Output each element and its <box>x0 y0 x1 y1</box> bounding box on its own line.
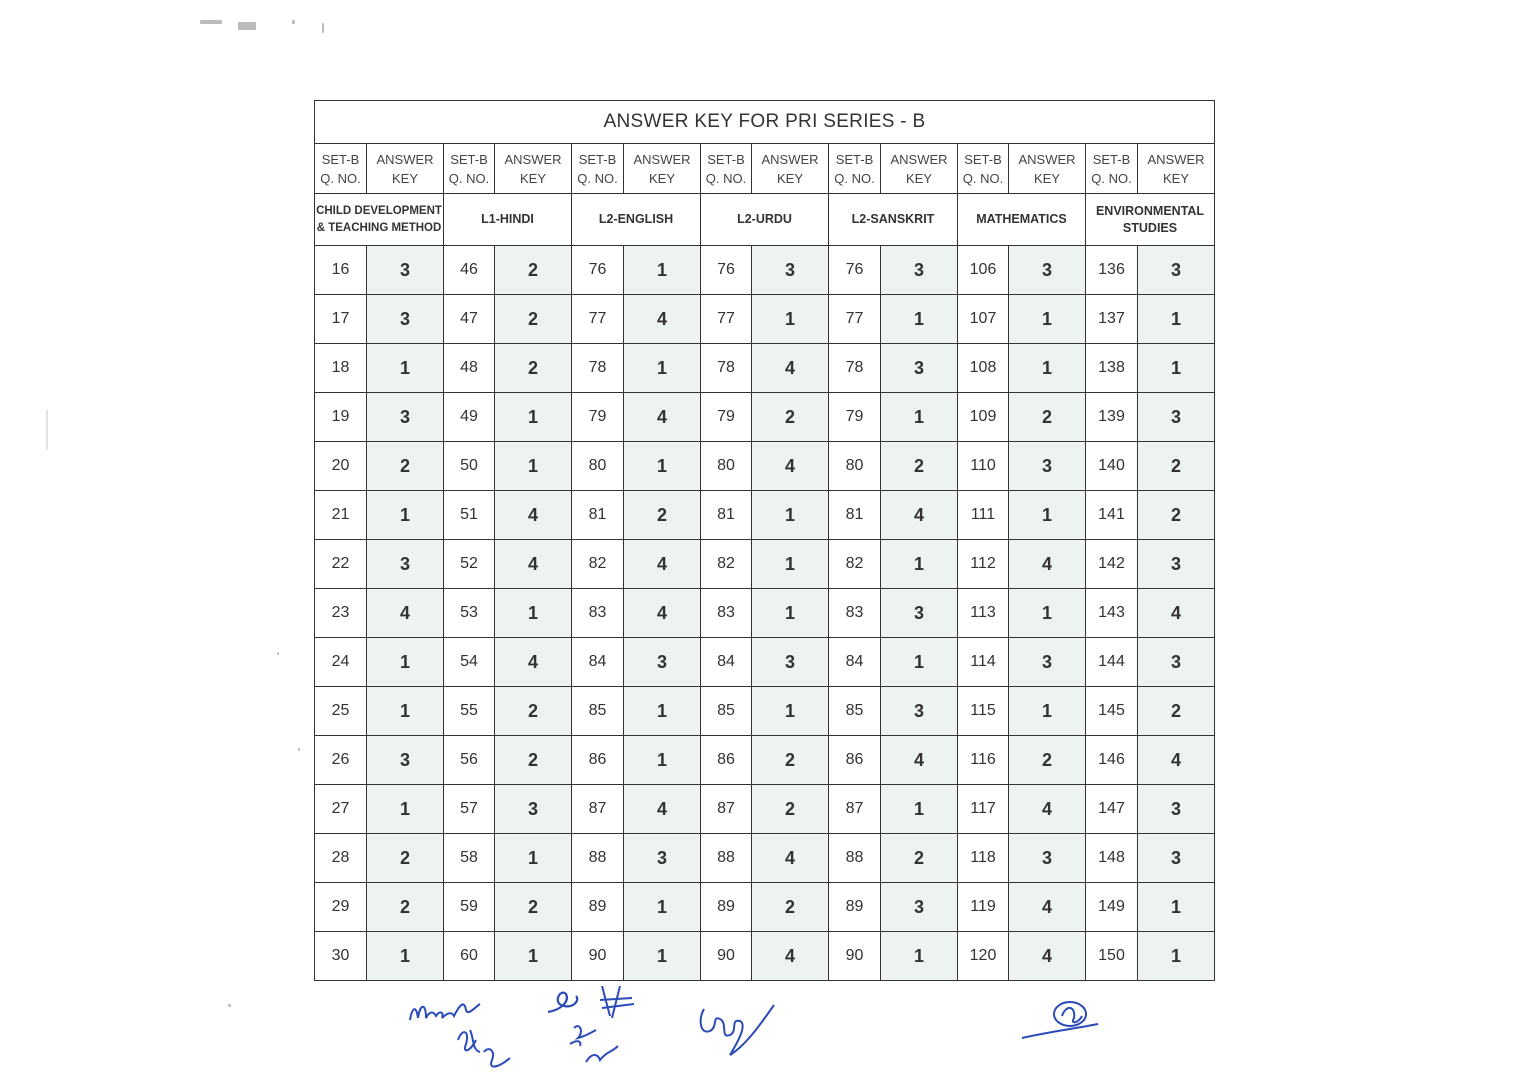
answer-value: 3 <box>367 540 444 589</box>
question-number: 87 <box>829 785 881 834</box>
table-row <box>315 785 1215 834</box>
table-row <box>315 491 1215 540</box>
table-row <box>315 589 1215 638</box>
table-row <box>315 932 1215 981</box>
answer-value: 1 <box>495 589 572 638</box>
subject-name-line1: L2-ENGLISH <box>598 212 674 226</box>
answer-value: 3 <box>624 834 701 883</box>
answer-value: 1 <box>881 295 958 344</box>
subject-header <box>315 194 444 246</box>
question-number: 84 <box>701 638 752 687</box>
answer-value: 4 <box>1138 736 1215 785</box>
answer-value: 3 <box>1138 393 1215 442</box>
question-number: 46 <box>444 246 495 295</box>
question-number: 143 <box>1086 589 1138 638</box>
qno-header-line1: SET-B <box>450 151 488 167</box>
answer-value: 4 <box>624 540 701 589</box>
answer-value: 4 <box>495 491 572 540</box>
question-number: 24 <box>315 638 367 687</box>
question-number: 85 <box>829 687 881 736</box>
scan-artifact <box>277 652 279 655</box>
question-number: 79 <box>829 393 881 442</box>
answer-header-line1: ANSWER <box>633 151 691 167</box>
subject-name-line1: L1-HINDI <box>481 212 534 226</box>
question-number: 51 <box>444 491 495 540</box>
question-number: 50 <box>444 442 495 491</box>
answer-key-table <box>314 100 1215 981</box>
question-number: 119 <box>958 883 1009 932</box>
question-number: 86 <box>572 736 624 785</box>
answer-value: 4 <box>752 344 829 393</box>
question-number: 88 <box>572 834 624 883</box>
answer-value: 4 <box>881 491 958 540</box>
question-number: 21 <box>315 491 367 540</box>
question-number: 149 <box>1086 883 1138 932</box>
subject-name-line1: MATHEMATICS <box>976 212 1067 226</box>
answer-header-line1: ANSWER <box>376 151 434 167</box>
qno-header-line2: Q. NO. <box>962 170 1004 186</box>
answer-value: 1 <box>624 687 701 736</box>
question-number: 20 <box>315 442 367 491</box>
answer-value: 2 <box>367 834 444 883</box>
answer-value: 1 <box>367 687 444 736</box>
answer-value: 1 <box>624 246 701 295</box>
answer-value: 1 <box>367 344 444 393</box>
scan-artifact <box>228 1004 231 1007</box>
answer-value: 2 <box>495 736 572 785</box>
question-number: 78 <box>572 344 624 393</box>
table-title: ANSWER KEY FOR PRI SERIES - B <box>315 101 1215 144</box>
question-number: 90 <box>572 932 624 981</box>
answer-value: 3 <box>367 295 444 344</box>
subject-name-line1: L2-URDU <box>737 212 792 226</box>
answer-value: 4 <box>624 589 701 638</box>
question-number: 145 <box>1086 687 1138 736</box>
question-number: 115 <box>958 687 1009 736</box>
answer-header <box>752 144 829 194</box>
subject-name-line1: CHILD DEVELOPMENT <box>316 204 442 217</box>
answer-value: 3 <box>367 736 444 785</box>
answer-value: 1 <box>495 932 572 981</box>
question-number: 49 <box>444 393 495 442</box>
question-number: 77 <box>701 295 752 344</box>
question-number: 81 <box>829 491 881 540</box>
qno-header-line2: Q. NO. <box>320 170 361 186</box>
answer-value: 4 <box>752 834 829 883</box>
question-number: 89 <box>572 883 624 932</box>
answer-value: 1 <box>752 540 829 589</box>
answer-header-line2: KEY <box>1033 170 1060 186</box>
table-row <box>315 736 1215 785</box>
signature-2 <box>540 982 650 1072</box>
subject-header-row <box>315 194 1215 246</box>
question-number: 59 <box>444 883 495 932</box>
question-number: 19 <box>315 393 367 442</box>
answer-header <box>624 144 701 194</box>
answer-header-line1: ANSWER <box>761 151 819 167</box>
answer-value: 3 <box>367 393 444 442</box>
qno-header-line1: SET-B <box>835 151 874 167</box>
table-row <box>315 883 1215 932</box>
answer-value: 2 <box>624 491 701 540</box>
qno-header <box>958 144 1009 194</box>
qno-header-line2: Q. NO. <box>1091 170 1132 186</box>
answer-value: 1 <box>1138 932 1215 981</box>
question-number: 90 <box>701 932 752 981</box>
answer-header-line2: KEY <box>905 170 932 186</box>
subject-name-line1: L2-SANSKRIT <box>851 212 935 226</box>
answer-value: 1 <box>881 638 958 687</box>
answer-value: 1 <box>1138 295 1215 344</box>
answer-value: 2 <box>881 442 958 491</box>
question-number: 140 <box>1086 442 1138 491</box>
column-header-row <box>315 144 1215 194</box>
answer-header-line2: KEY <box>1163 170 1190 186</box>
subject-name-line1: ENVIRONMENTAL <box>1095 203 1205 218</box>
question-number: 83 <box>572 589 624 638</box>
signature-4 <box>1018 990 1108 1045</box>
answer-value: 2 <box>752 393 829 442</box>
table-row <box>315 687 1215 736</box>
question-number: 148 <box>1086 834 1138 883</box>
question-number: 109 <box>958 393 1009 442</box>
scan-artifact <box>322 23 324 33</box>
answer-value: 1 <box>1009 491 1086 540</box>
answer-value: 2 <box>1138 442 1215 491</box>
answer-value: 3 <box>1138 834 1215 883</box>
subject-header <box>572 194 701 246</box>
answer-value: 2 <box>495 246 572 295</box>
question-number: 106 <box>958 246 1009 295</box>
question-number: 82 <box>829 540 881 589</box>
answer-value: 3 <box>881 883 958 932</box>
answer-value: 3 <box>495 785 572 834</box>
question-number: 76 <box>701 246 752 295</box>
answer-header <box>1009 144 1086 194</box>
answer-value: 3 <box>1138 540 1215 589</box>
qno-header-line2: Q. NO. <box>577 170 618 186</box>
question-number: 150 <box>1086 932 1138 981</box>
answer-value: 3 <box>624 638 701 687</box>
question-number: 117 <box>958 785 1009 834</box>
answer-header-line2: KEY <box>391 170 418 186</box>
subject-header <box>958 194 1086 246</box>
question-number: 113 <box>958 589 1009 638</box>
answer-value: 1 <box>752 687 829 736</box>
answer-value: 1 <box>367 638 444 687</box>
table-row <box>315 540 1215 589</box>
qno-header <box>444 144 495 194</box>
question-number: 107 <box>958 295 1009 344</box>
question-number: 56 <box>444 736 495 785</box>
answer-value: 1 <box>367 491 444 540</box>
table-row <box>315 834 1215 883</box>
scan-artifact <box>238 22 256 30</box>
question-number: 120 <box>958 932 1009 981</box>
question-number: 30 <box>315 932 367 981</box>
answer-value: 1 <box>1009 589 1086 638</box>
answer-value: 1 <box>1009 295 1086 344</box>
answer-value: 3 <box>881 589 958 638</box>
question-number: 78 <box>701 344 752 393</box>
question-number: 17 <box>315 295 367 344</box>
question-number: 47 <box>444 295 495 344</box>
table-row <box>315 295 1215 344</box>
answer-value: 3 <box>1138 638 1215 687</box>
question-number: 76 <box>829 246 881 295</box>
answer-value: 2 <box>1009 736 1086 785</box>
question-number: 16 <box>315 246 367 295</box>
answer-value: 1 <box>752 295 829 344</box>
answer-value: 1 <box>881 540 958 589</box>
answer-value: 2 <box>495 344 572 393</box>
question-number: 26 <box>315 736 367 785</box>
answer-value: 4 <box>1009 785 1086 834</box>
question-number: 144 <box>1086 638 1138 687</box>
question-number: 77 <box>572 295 624 344</box>
question-number: 81 <box>572 491 624 540</box>
answer-value: 3 <box>1009 834 1086 883</box>
question-number: 89 <box>701 883 752 932</box>
qno-header-line2: Q. NO. <box>705 170 747 186</box>
subject-header <box>829 194 958 246</box>
answer-header <box>367 144 444 194</box>
qno-header-line1: SET-B <box>1092 151 1131 167</box>
answer-header-line2: KEY <box>519 170 546 186</box>
question-number: 112 <box>958 540 1009 589</box>
answer-value: 1 <box>367 932 444 981</box>
question-number: 108 <box>958 344 1009 393</box>
answer-value: 3 <box>367 246 444 295</box>
question-number: 58 <box>444 834 495 883</box>
answer-value: 1 <box>624 344 701 393</box>
question-number: 25 <box>315 687 367 736</box>
question-number: 90 <box>829 932 881 981</box>
answer-value: 3 <box>1138 785 1215 834</box>
question-number: 142 <box>1086 540 1138 589</box>
question-number: 18 <box>315 344 367 393</box>
question-number: 137 <box>1086 295 1138 344</box>
question-number: 84 <box>829 638 881 687</box>
question-number: 138 <box>1086 344 1138 393</box>
question-number: 85 <box>701 687 752 736</box>
question-number: 116 <box>958 736 1009 785</box>
answer-value: 1 <box>624 736 701 785</box>
answer-value: 4 <box>752 932 829 981</box>
answer-value: 3 <box>752 246 829 295</box>
answer-value: 2 <box>495 295 572 344</box>
question-number: 27 <box>315 785 367 834</box>
qno-header <box>701 144 752 194</box>
qno-header-line1: SET-B <box>321 151 360 167</box>
question-number: 118 <box>958 834 1009 883</box>
subject-header <box>1086 194 1215 246</box>
answer-value: 1 <box>624 883 701 932</box>
answer-value: 3 <box>1009 442 1086 491</box>
signature-1 <box>400 990 530 1075</box>
table-row <box>315 638 1215 687</box>
question-number: 83 <box>701 589 752 638</box>
question-number: 84 <box>572 638 624 687</box>
answer-value: 2 <box>752 883 829 932</box>
question-number: 83 <box>829 589 881 638</box>
answer-value: 1 <box>1138 883 1215 932</box>
subject-name-line2: STUDIES <box>1122 220 1178 235</box>
answer-value: 1 <box>881 932 958 981</box>
answer-value: 2 <box>367 442 444 491</box>
answer-header-line2: KEY <box>776 170 803 186</box>
question-number: 147 <box>1086 785 1138 834</box>
question-number: 48 <box>444 344 495 393</box>
question-number: 22 <box>315 540 367 589</box>
subject-name-line2: & TEACHING METHOD <box>316 221 442 234</box>
scan-artifact <box>46 410 48 450</box>
answer-value: 4 <box>495 540 572 589</box>
question-number: 28 <box>315 834 367 883</box>
answer-value: 3 <box>881 246 958 295</box>
subject-header <box>444 194 572 246</box>
qno-header <box>315 144 367 194</box>
answer-value: 2 <box>1138 687 1215 736</box>
answer-value: 1 <box>1138 344 1215 393</box>
qno-header-line2: Q. NO. <box>834 170 875 186</box>
question-number: 87 <box>701 785 752 834</box>
answer-value: 1 <box>624 932 701 981</box>
qno-header-line1: SET-B <box>578 151 617 167</box>
question-number: 52 <box>444 540 495 589</box>
answer-value: 4 <box>624 393 701 442</box>
answer-header <box>495 144 572 194</box>
answer-value: 2 <box>881 834 958 883</box>
question-number: 80 <box>572 442 624 491</box>
answer-value: 1 <box>624 442 701 491</box>
answer-value: 4 <box>1009 883 1086 932</box>
answer-header-line1: ANSWER <box>1018 151 1076 167</box>
question-number: 111 <box>958 491 1009 540</box>
question-number: 81 <box>701 491 752 540</box>
answer-header-line1: ANSWER <box>504 151 562 167</box>
question-number: 82 <box>572 540 624 589</box>
question-number: 77 <box>829 295 881 344</box>
answer-value: 1 <box>752 491 829 540</box>
answer-value: 1 <box>495 393 572 442</box>
answer-value: 1 <box>881 393 958 442</box>
question-number: 76 <box>572 246 624 295</box>
answer-value: 1 <box>1009 687 1086 736</box>
answer-value: 3 <box>752 638 829 687</box>
question-number: 78 <box>829 344 881 393</box>
question-number: 23 <box>315 589 367 638</box>
signature-3 <box>690 995 780 1065</box>
scan-artifact <box>200 20 222 24</box>
answer-header <box>1138 144 1215 194</box>
question-number: 87 <box>572 785 624 834</box>
answer-header-line2: KEY <box>648 170 675 186</box>
question-number: 88 <box>701 834 752 883</box>
answer-value: 2 <box>495 883 572 932</box>
table-row <box>315 442 1215 491</box>
table-row <box>315 246 1215 295</box>
answer-header-line1: ANSWER <box>1147 151 1205 167</box>
answer-value: 2 <box>1009 393 1086 442</box>
answer-value: 3 <box>881 344 958 393</box>
question-number: 88 <box>829 834 881 883</box>
question-number: 53 <box>444 589 495 638</box>
answer-value: 2 <box>752 785 829 834</box>
answer-value: 4 <box>881 736 958 785</box>
answer-value: 4 <box>1009 932 1086 981</box>
question-number: 29 <box>315 883 367 932</box>
question-number: 114 <box>958 638 1009 687</box>
answer-value: 4 <box>624 785 701 834</box>
table-row <box>315 393 1215 442</box>
question-number: 57 <box>444 785 495 834</box>
qno-header-line1: SET-B <box>964 151 1002 167</box>
answer-value: 3 <box>1009 638 1086 687</box>
answer-value: 4 <box>1009 540 1086 589</box>
answer-value: 1 <box>495 834 572 883</box>
answer-value: 1 <box>752 589 829 638</box>
answer-value: 2 <box>1138 491 1215 540</box>
answer-value: 3 <box>1009 246 1086 295</box>
answer-header-line1: ANSWER <box>890 151 948 167</box>
question-number: 60 <box>444 932 495 981</box>
question-number: 54 <box>444 638 495 687</box>
answer-value: 2 <box>752 736 829 785</box>
subject-header <box>701 194 829 246</box>
answer-value: 1 <box>495 442 572 491</box>
question-number: 110 <box>958 442 1009 491</box>
answer-value: 4 <box>624 295 701 344</box>
question-number: 82 <box>701 540 752 589</box>
scan-artifact <box>292 20 295 24</box>
qno-header <box>572 144 624 194</box>
question-number: 86 <box>701 736 752 785</box>
question-number: 80 <box>829 442 881 491</box>
question-number: 139 <box>1086 393 1138 442</box>
qno-header <box>1086 144 1138 194</box>
answer-value: 4 <box>495 638 572 687</box>
answer-value: 4 <box>752 442 829 491</box>
answer-value: 3 <box>1138 246 1215 295</box>
answer-value: 1 <box>1009 344 1086 393</box>
answer-value: 2 <box>367 883 444 932</box>
answer-value: 4 <box>1138 589 1215 638</box>
answer-value: 4 <box>367 589 444 638</box>
qno-header <box>829 144 881 194</box>
question-number: 141 <box>1086 491 1138 540</box>
question-number: 85 <box>572 687 624 736</box>
qno-header-line2: Q. NO. <box>448 170 490 186</box>
question-number: 79 <box>572 393 624 442</box>
table-row <box>315 344 1215 393</box>
answer-value: 1 <box>881 785 958 834</box>
question-number: 79 <box>701 393 752 442</box>
question-number: 146 <box>1086 736 1138 785</box>
question-number: 55 <box>444 687 495 736</box>
question-number: 136 <box>1086 246 1138 295</box>
question-number: 80 <box>701 442 752 491</box>
qno-header-line1: SET-B <box>707 151 745 167</box>
answer-value: 2 <box>495 687 572 736</box>
question-number: 89 <box>829 883 881 932</box>
answer-header <box>881 144 958 194</box>
answer-value: 1 <box>367 785 444 834</box>
scan-artifact <box>298 748 300 751</box>
question-number: 86 <box>829 736 881 785</box>
answer-value: 3 <box>881 687 958 736</box>
